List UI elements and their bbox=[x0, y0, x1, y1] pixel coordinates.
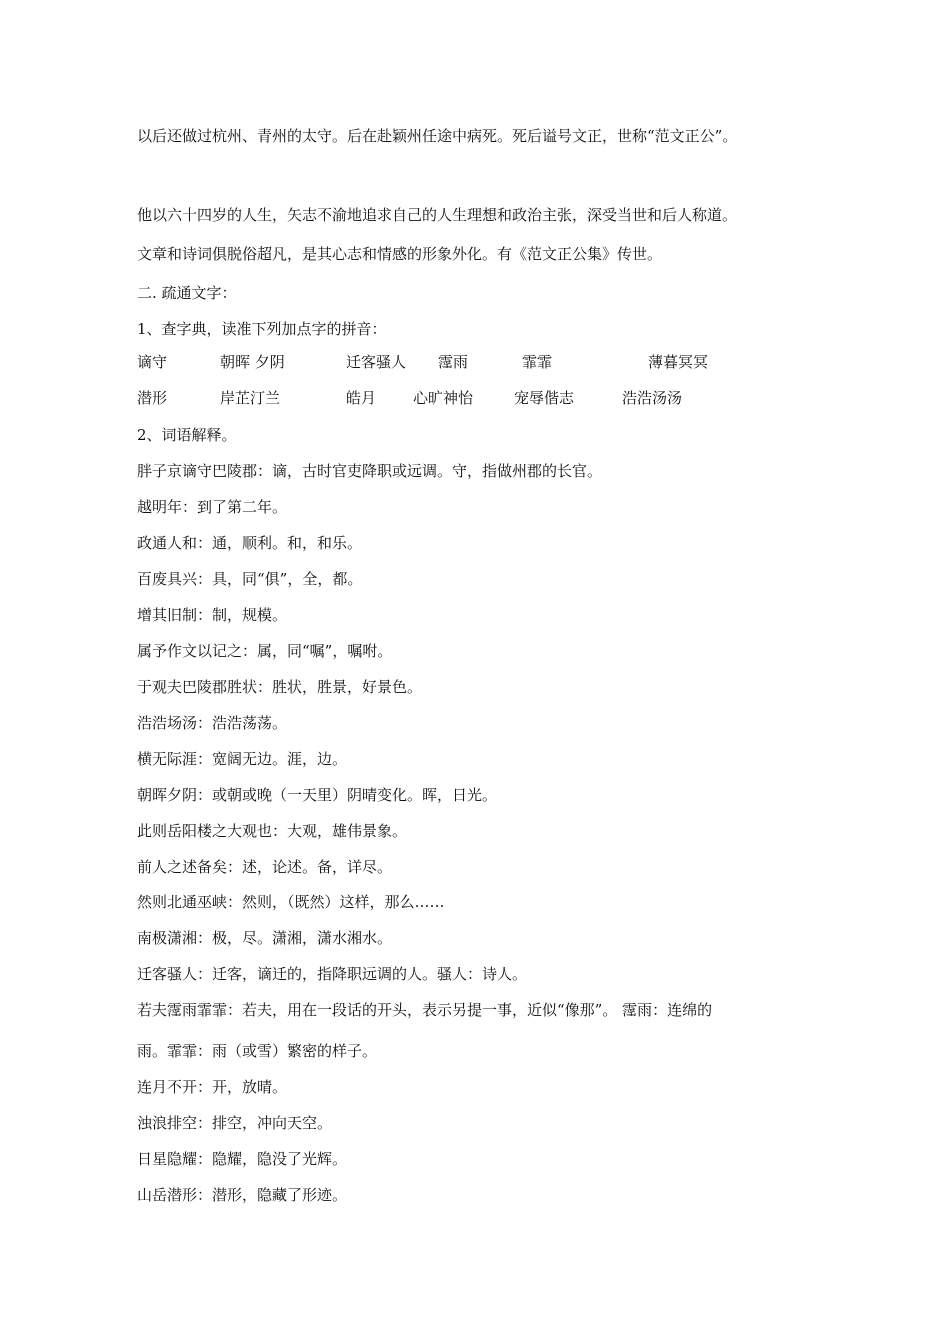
pinyin-word: 霏霏 bbox=[522, 353, 553, 371]
definition-line: 于观夫巴陵郡胜状：胜状，胜景，好景色。 bbox=[137, 678, 423, 696]
intro-line-2: 他以六十四岁的人生，矢志不渝地追求自己的人生理想和政治主张，深受当世和后人称道。 bbox=[137, 206, 738, 224]
pinyin-word: 岸芷汀兰 bbox=[220, 389, 281, 407]
subsection-pinyin-title: 1、查字典，读准下列加点字的拼音： bbox=[137, 320, 387, 338]
definition-line: 雨。霏霏：雨（或雪）繁密的样子。 bbox=[137, 1042, 378, 1060]
pinyin-word: 薄暮冥冥 bbox=[648, 353, 709, 371]
definition-line: 此则岳阳楼之大观也：大观，雄伟景象。 bbox=[137, 822, 408, 840]
definition-line: 横无际涯：宽阔无边。涯，边。 bbox=[137, 750, 348, 768]
pinyin-word: 迁客骚人 bbox=[346, 353, 407, 371]
definition-line: 若夫霪雨霏霏：若夫，用在一段话的开头，表示另提一事，近似“像那”。 霪雨：连绵的 bbox=[137, 1001, 713, 1019]
definition-line: 前人之述备矣：述，论述。备，详尽。 bbox=[137, 858, 393, 876]
definition-line: 日星隐耀：隐耀，隐没了光辉。 bbox=[137, 1150, 348, 1168]
definition-line: 浩浩场汤：浩浩荡荡。 bbox=[137, 714, 288, 732]
definition-line: 增其旧制：制，规模。 bbox=[137, 606, 288, 624]
pinyin-word: 宠辱偕志 bbox=[514, 389, 575, 407]
intro-line-1: 以后还做过杭州、青州的太守。后在赴颖州任途中病死。死后谥号文正，世称“范文正公”。 bbox=[137, 127, 738, 145]
definition-line: 百废具兴：具，同“俱”，全，都。 bbox=[137, 570, 363, 588]
pinyin-word: 浩浩汤汤 bbox=[622, 389, 683, 407]
definition-line: 连月不开：开，放晴。 bbox=[137, 1078, 288, 1096]
intro-line-3: 文章和诗词俱脱俗超凡，是其心志和情感的形象外化。有《范文正公集》传世。 bbox=[137, 245, 663, 263]
pinyin-word: 霪雨 bbox=[438, 353, 469, 371]
definition-line: 越明年：到了第二年。 bbox=[137, 498, 288, 516]
definition-line: 浊浪排空：排空，冲向天空。 bbox=[137, 1114, 333, 1132]
definition-line: 山岳潜形：潜形，隐藏了形迹。 bbox=[137, 1186, 348, 1204]
pinyin-word: 朝晖 夕阴 bbox=[220, 353, 285, 371]
pinyin-word: 皓月 bbox=[346, 389, 377, 407]
pinyin-row-2 bbox=[0, 388, 950, 408]
pinyin-word: 潜形 bbox=[137, 389, 168, 407]
definition-line: 然则北通巫峡：然则，（既然）这样，那么…… bbox=[137, 893, 445, 911]
subsection-definitions-title: 2、词语解释。 bbox=[137, 426, 237, 444]
definition-line: 迁客骚人：迁客，谪迁的，指降职远调的人。骚人：诗人。 bbox=[137, 965, 528, 983]
definition-line: 朝晖夕阴：或朝或晚（一天里）阴晴变化。晖，日光。 bbox=[137, 786, 498, 804]
definition-line: 属予作文以记之：属，同“嘱”，嘱咐。 bbox=[137, 642, 393, 660]
section-title: 二. 疏通文字： bbox=[137, 284, 237, 302]
definition-line: 政通人和：通，顺利。和，和乐。 bbox=[137, 534, 363, 552]
pinyin-word: 谪守 bbox=[137, 353, 168, 371]
definition-line: 胖子京谪守巴陵郡：谪，古时官吏降职或远调。守，指做州郡的长官。 bbox=[137, 462, 603, 480]
pinyin-row-1 bbox=[0, 352, 950, 372]
pinyin-word: 心旷神怡 bbox=[413, 389, 474, 407]
definition-line: 南极潇湘：极，尽。潇湘，潇水湘水。 bbox=[137, 929, 393, 947]
